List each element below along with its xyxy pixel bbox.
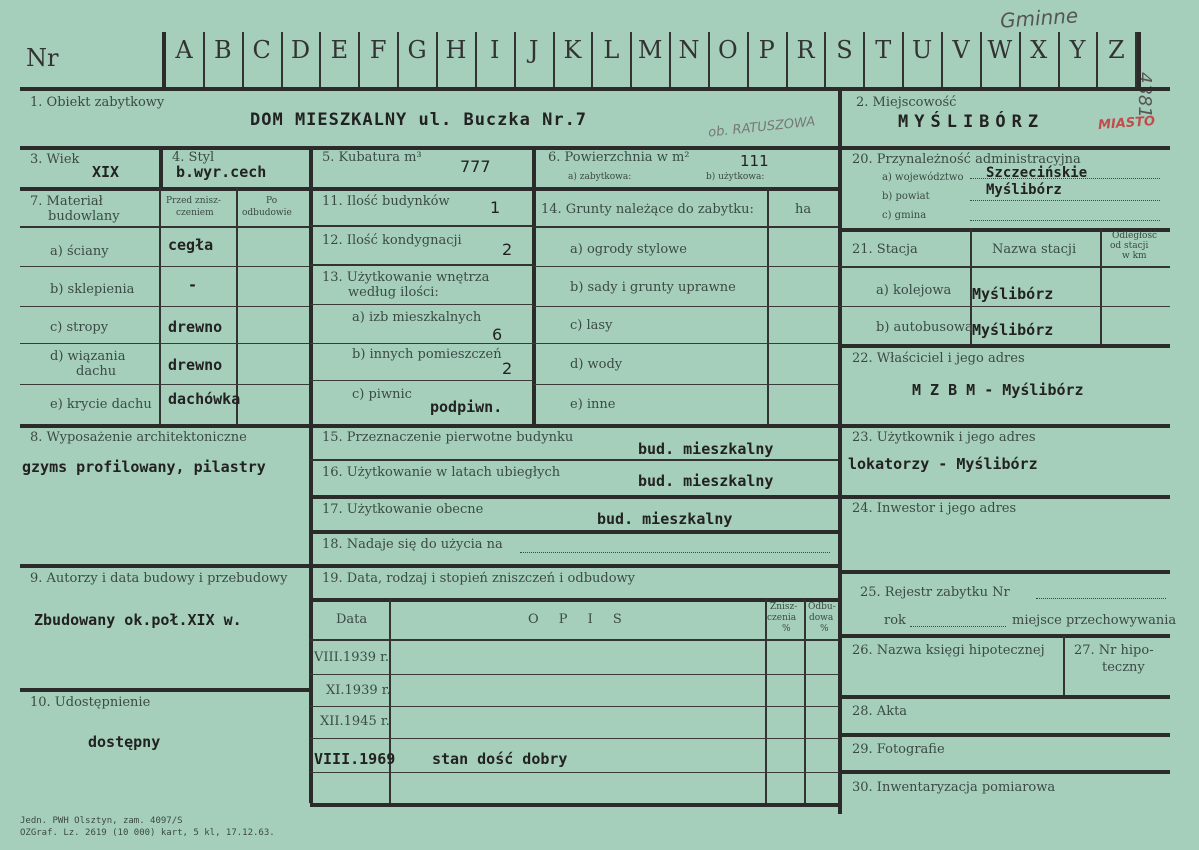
- letter-j: J: [528, 36, 539, 64]
- letter-x: X: [1030, 36, 1048, 64]
- s21-a-value: Myślibórz: [972, 285, 1054, 303]
- s21-col-dist-1: Odległość: [1112, 231, 1158, 241]
- s10-value: dostępny: [88, 733, 161, 751]
- s13-label-2: według ilości:: [348, 285, 439, 300]
- s19-col-desc: O P I S: [528, 612, 630, 627]
- s19-col-destr-2: czenia: [767, 613, 797, 623]
- s2-stamp: MIASTO: [1097, 114, 1156, 133]
- s1-value: DOM MIESZKALNY ul. Buczka Nr.7: [250, 110, 588, 130]
- s7-row-a-label: a) ściany: [50, 244, 109, 259]
- s6-sub-a: a) zabytkowa:: [568, 172, 632, 182]
- s30-label: 30. Inwentaryzacja pomiarowa: [852, 780, 1056, 795]
- s20-b-value: Myślibórz: [986, 182, 1062, 198]
- letter-r: R: [796, 36, 815, 64]
- s7-row-c-label: c) stropy: [50, 320, 109, 335]
- s22-label: 22. Właściciel i jego adres: [852, 351, 1025, 366]
- s25-miejsce: miejsce przechowywania: [1012, 613, 1177, 628]
- s7-row-e-before: dachówka: [168, 390, 241, 408]
- letter-v: V: [952, 36, 970, 64]
- s7-row-c-before: drewno: [168, 318, 223, 336]
- s28-label: 28. Akta: [852, 704, 908, 719]
- s7-row-d-label-2: dachu: [76, 364, 117, 379]
- letter-d: D: [290, 36, 311, 64]
- s19-col-rebuild-3: %: [820, 624, 829, 634]
- s9-label: 9. Autorzy i data budowy i przebudowy: [30, 571, 288, 586]
- s24-label: 24. Inwestor i jego adres: [852, 501, 1017, 516]
- s11-label: 11. Ilość budynków: [322, 194, 450, 209]
- s22-value: M Z B M - Myślibórz: [912, 381, 1084, 399]
- s5-value: 777: [460, 157, 491, 176]
- letter-k: K: [563, 36, 582, 64]
- letter-f: F: [369, 36, 387, 64]
- letter-c: C: [252, 36, 271, 64]
- s12-label: 12. Ilość kondygnacji: [322, 233, 462, 248]
- s19-col-destr-1: Znisz-: [770, 602, 798, 612]
- s7-row-d-before: drewno: [168, 356, 223, 374]
- s2-label: 2. Miejscowość: [856, 95, 957, 110]
- s5-label: 5. Kubatura m³: [322, 150, 422, 165]
- s27-label-2: teczny: [1102, 660, 1145, 675]
- s16-value: bud. mieszkalny: [638, 472, 774, 490]
- s21-b-label: b) autobusowa: [876, 320, 973, 335]
- s7-col-after-2: odbudowie: [242, 208, 292, 218]
- s7-label-1: 7. Materiał: [30, 194, 103, 209]
- s13-b-value: 2: [502, 359, 513, 378]
- s13-label-1: 13. Użytkowanie wnętrza: [322, 270, 490, 285]
- s19-col-rebuild-2: dowa: [809, 613, 834, 623]
- s19-row-4-desc: stan dość dobry: [432, 750, 568, 768]
- s2-value: MYŚLIBÓRZ: [898, 112, 1045, 132]
- s6-sub-b: b) użytkowa:: [706, 172, 765, 182]
- s27-label-1: 27. Nr hipo-: [1074, 643, 1154, 658]
- s14-label: 14. Grunty należące do zabytku:: [541, 202, 754, 217]
- s23-label: 23. Użytkownik i jego adres: [852, 430, 1036, 445]
- s13-c-label: c) piwnic: [352, 387, 412, 402]
- s19-col-rebuild-1: Odbu-: [808, 602, 836, 612]
- s4-value: b.wyr.cech: [176, 163, 267, 181]
- s6-label: 6. Powierzchnia w m²: [548, 150, 690, 165]
- s13-a-label: a) izb mieszkalnych: [352, 310, 482, 325]
- s15-label: 15. Przeznaczenie pierwotne budynku: [322, 430, 574, 445]
- s19-col-destr-3: %: [782, 624, 791, 634]
- s23-value: lokatorzy - Myślibórz: [848, 455, 1038, 473]
- letter-i: I: [490, 36, 500, 64]
- s14-row-b: b) sady i grunty uprawne: [570, 280, 736, 295]
- s21-b-value: Myślibórz: [972, 321, 1054, 339]
- s7-row-b-before: -: [188, 276, 198, 294]
- s21-col-dist-2: od stacji: [1110, 241, 1149, 251]
- s3-label: 3. Wiek: [30, 152, 80, 167]
- letter-u: U: [912, 36, 933, 64]
- s7-row-d-label-1: d) wiązania: [50, 349, 126, 364]
- footer-line-1: Jedn. PWH Olsztyn, zam. 4097/S: [20, 816, 183, 826]
- letter-s: S: [836, 36, 853, 64]
- letter-a: A: [175, 36, 193, 64]
- s11-value: 1: [490, 198, 501, 217]
- s1-annotation: ob. RATUSZOWA: [707, 114, 816, 141]
- nr-label: Nr: [26, 44, 59, 72]
- letter-w: W: [987, 36, 1013, 64]
- s10-label: 10. Udostępnienie: [30, 695, 151, 710]
- s16-label: 16. Użytkowanie w latach ubiegłych: [322, 465, 561, 480]
- s7-col-before-1: Przed znisz-: [166, 196, 221, 206]
- letter-n: N: [678, 36, 700, 64]
- s20-a-value: Szczecińskie: [986, 165, 1088, 181]
- s25-rok: rok: [884, 613, 906, 628]
- s14-row-d: d) wody: [570, 357, 623, 372]
- s3-value: XIX: [92, 163, 120, 181]
- s7-row-e-label: e) krycie dachu: [50, 397, 152, 412]
- s19-row-2-date: XI.1939 r.: [326, 683, 391, 698]
- s7-row-a-before: cegła: [168, 236, 214, 254]
- s7-label-2: budowlany: [48, 209, 120, 224]
- s1-label: 1. Obiekt zabytkowy: [30, 95, 165, 110]
- s13-c-value: podpiwn.: [430, 398, 503, 416]
- s20-label: 20. Przynależność administracyjna: [852, 152, 1081, 167]
- letter-z: Z: [1108, 36, 1125, 64]
- s19-row-3-date: XII.1945 r.: [320, 714, 390, 729]
- s20-a-label: a) województwo: [882, 172, 964, 183]
- s14-row-e: e) inne: [570, 397, 616, 412]
- s8-label: 8. Wyposażenie architektoniczne: [30, 430, 247, 445]
- s8-value: gzyms profilowany, pilastry: [22, 458, 266, 476]
- s15-value: bud. mieszkalny: [638, 440, 774, 458]
- s21-a-label: a) kolejowa: [876, 283, 952, 298]
- s29-label: 29. Fotografie: [852, 742, 945, 757]
- s21-label: 21. Stacja: [852, 242, 918, 257]
- s17-label: 17. Użytkowanie obecne: [322, 502, 484, 517]
- letter-p: P: [758, 36, 775, 64]
- letter-m: M: [637, 36, 663, 64]
- s13-b-label: b) innych pomieszczeń: [352, 347, 502, 362]
- s18-label: 18. Nadaje się do użycia na: [322, 537, 503, 552]
- footer-line-2: OZGraf. Lz. 2619 (10 000) kart, 5 kl, 17.12.63.: [20, 828, 275, 838]
- s19-row-1-date: VIII.1939 r.: [314, 650, 390, 665]
- s14-unit: ha: [795, 202, 812, 217]
- handwritten-number: 4381: [1134, 72, 1155, 118]
- letter-e: E: [330, 36, 349, 64]
- s25-label: 25. Rejestr zabytku Nr: [860, 585, 1010, 600]
- s19-row-4-date: VIII.1969: [314, 750, 396, 768]
- s14-row-c: c) lasy: [570, 318, 613, 333]
- s26-label: 26. Nazwa księgi hipotecznej: [852, 643, 1045, 658]
- letter-o: O: [718, 36, 738, 64]
- handwritten-category: Gminne: [999, 3, 1079, 33]
- s21-col-dist-3: w km: [1122, 251, 1147, 261]
- s13-a-value: 6: [492, 325, 503, 344]
- s14-row-a: a) ogrody stylowe: [570, 242, 687, 257]
- letter-t: T: [875, 36, 892, 64]
- s20-b-label: b) powiat: [882, 191, 930, 202]
- s12-value: 2: [502, 240, 513, 259]
- s9-value: Zbudowany ok.poł.XIX w.: [34, 611, 242, 629]
- letter-h: H: [445, 36, 467, 64]
- s21-col-name: Nazwa stacji: [992, 242, 1077, 257]
- s7-row-b-label: b) sklepienia: [50, 282, 135, 297]
- s7-col-after-1: Po: [266, 196, 278, 206]
- s4-label: 4. Styl: [172, 150, 215, 165]
- letter-b: B: [214, 36, 232, 64]
- letter-g: G: [407, 36, 427, 64]
- s17-value: bud. mieszkalny: [597, 510, 733, 528]
- s7-col-before-2: czeniem: [176, 208, 214, 218]
- s20-c-label: c) gmina: [882, 210, 927, 221]
- letter-y: Y: [1069, 36, 1086, 64]
- s19-label: 19. Data, rodzaj i stopień zniszczeń i odbudowy: [322, 571, 636, 586]
- s6-value: 111: [740, 152, 769, 170]
- s19-col-date: Data: [336, 612, 368, 627]
- letter-l: L: [603, 36, 620, 64]
